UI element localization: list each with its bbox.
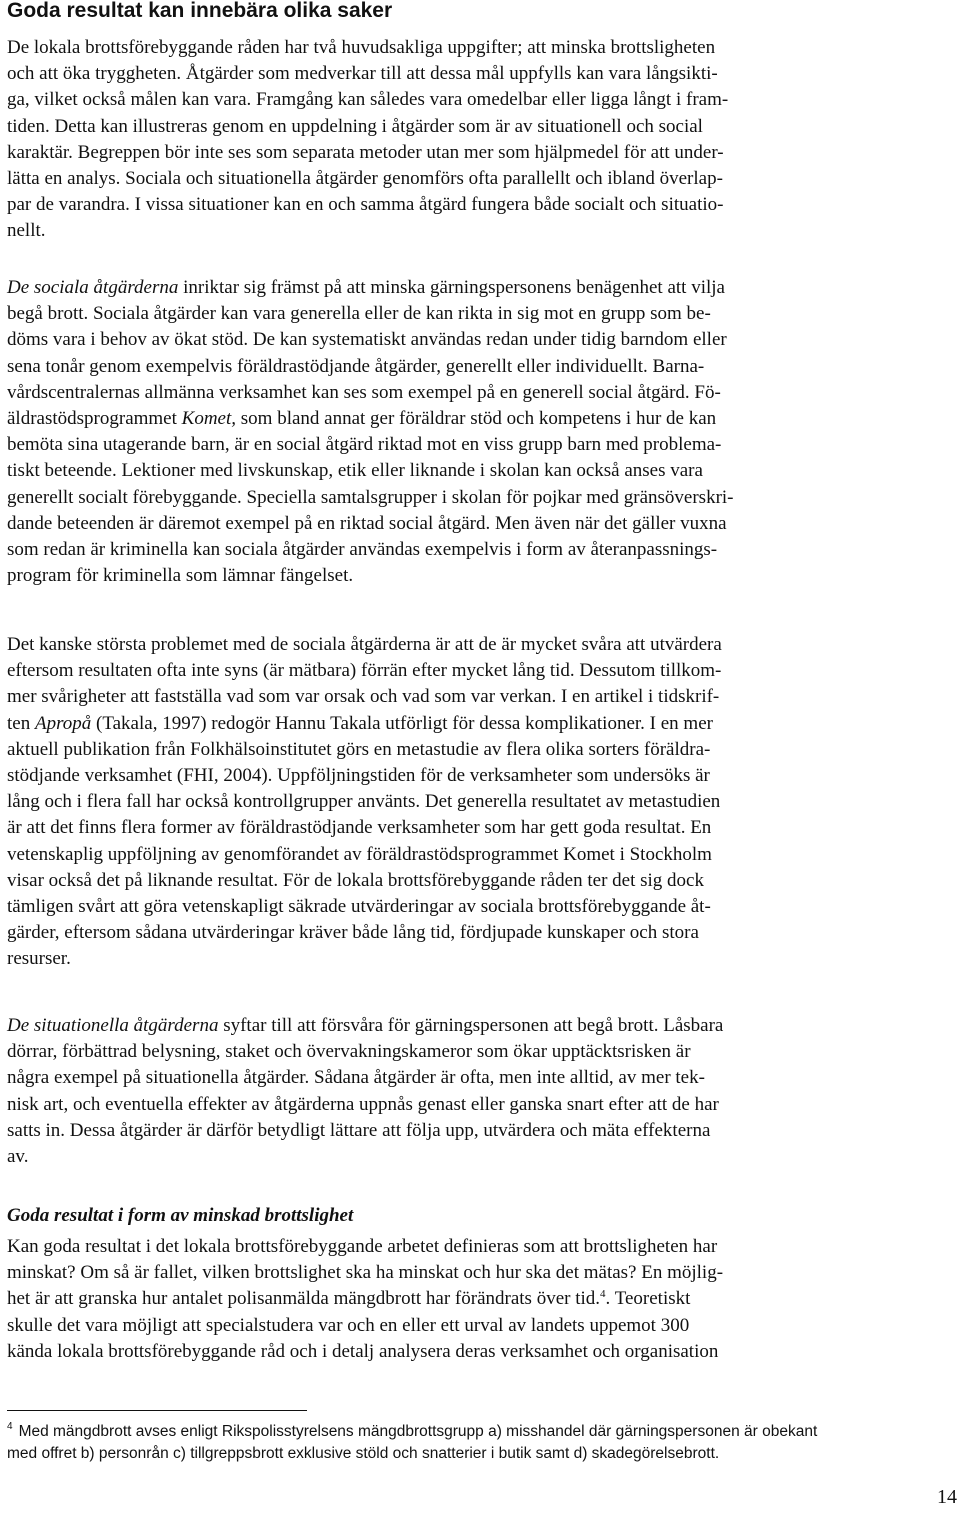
footnote-divider <box>7 1410 307 1411</box>
subheading: Goda resultat i form av minskad brottslighet <box>7 1205 354 1226</box>
text-run: som bland annat ger föräldrar stöd och kompetens i hur de kan <box>236 408 717 430</box>
text-run: inriktar sig främst på att minska gärningspersonens benägenhet att vilja <box>178 277 725 298</box>
text-line: De lokala brottsförebyggande råden har två huvudsakliga uppgifter; att minska brottsligheten <box>7 37 716 58</box>
paragraph-situational-measures <box>7 1013 957 1170</box>
text-line: dörrar, förbättrad belysning, staket och övervakningskameror som ökar upptäcktsrisken är <box>7 1041 691 1063</box>
text-line: minskat? Om så är fallet, vilken brottslighet ska ha minskat och hur ska det mätas? En möjlig- <box>7 1262 724 1284</box>
text-line: av. <box>7 1146 29 1168</box>
text-line: satts in. Dessa åtgärder är därför betydligt lättare att följa upp, utvärdera och mäta effekterna <box>7 1119 711 1141</box>
footnote-line: med offret b) personrån c) tillgreppsbrott exklusive stöld och snatterier i butik samt d) skadegörelsebrott. <box>7 1445 720 1462</box>
text-run: . Teoretiskt <box>605 1288 691 1310</box>
italic-term: De sociala åtgärderna <box>7 277 179 298</box>
footnote-reference[interactable]: 4 <box>600 1288 606 1301</box>
text-line: visar också det på liknande resultat. För de lokala brottsförebyggande råden ter det sig dock <box>7 869 704 891</box>
text-line: Kan goda resultat i det lokala brottsförebyggande arbetet definieras som att brottsligheten har <box>7 1236 718 1257</box>
text-line: begå brott. Sociala åtgärder kan vara generella eller de kan rikta in sig mot en grupp som be- <box>7 303 711 325</box>
text-line: sena tonår genom exempelvis föräldrastödjande åtgärder, generellt eller individuellt. Barna- <box>7 355 705 377</box>
text-run: het är att granska hur antalet polisanmälda mängdbrott har förändrats över tid. <box>7 1288 601 1310</box>
text-line: karaktär. Begreppen bör inte ses som separata metoder utan mer som hjälpmedel för att under- <box>7 141 724 163</box>
text-line <box>7 711 957 737</box>
footnote-marker: 4 <box>7 1421 13 1432</box>
paragraph-social-measures <box>7 275 957 589</box>
paragraph-crime-reduction <box>7 1234 957 1365</box>
text-line: är att det finns flera former av föräldrastödjande verksamheter som har gett goda resultat. En <box>7 817 712 839</box>
text-line: nisk art, och eventuella effekter av åtgärderna uppnås genast eller ganska snart efter att de har <box>7 1093 719 1115</box>
text-line: nellt. <box>7 220 46 242</box>
text-line: eftersom resultaten ofta inte syns (är mätbara) förrän efter mycket lång tid. Dessutom tillkom- <box>7 660 722 682</box>
text-line <box>7 1013 957 1039</box>
italic-term: De situationella åtgärderna <box>7 1015 219 1036</box>
text-line: lång och i flera fall har också kontrollgrupper använts. Det generella resultatet av metastudien <box>7 791 721 813</box>
text-line: stödjande verksamhet (FHI, 2004). Uppföljningstiden för de verksamheter som undersöks är <box>7 765 710 787</box>
text-line: ga, vilket också målen kan vara. Framgång kan således vara omedelbar eller ligga långt i fram- <box>7 89 729 111</box>
text-line: tiden. Detta kan illustreras genom en uppdelning i åtgärder som är av situationell och social <box>7 115 703 137</box>
paragraph-intro <box>7 35 957 245</box>
text-line: som redan är kriminella kan sociala åtgärder användas exempelvis i form av återanpassnings- <box>7 539 718 561</box>
footnote-text: Med mängdbrott avses enligt Rikspolisstyrelsens mängdbrottsgrupp a) misshandel där gärningspersonen är obekant <box>18 1423 818 1440</box>
text-line: program för kriminella som lämnar fängelset. <box>7 565 354 587</box>
text-line: några exempel på situationella åtgärder. Sådana åtgärder är ofta, men inte alltid, av mer tek- <box>7 1067 705 1089</box>
text-line: aktuell publikation från Folkhälsoinstitutet görs en metastudie av flera olika sorters föräldra- <box>7 738 711 760</box>
text-run: ten <box>7 712 35 734</box>
text-run: (Takala, 1997) redogör Hannu Takala utförligt för dessa komplikationer. I en mer <box>91 712 713 734</box>
text-run: syftar till att försvåra för gärningspersonen att begå brott. Låsbara <box>218 1015 724 1036</box>
text-line <box>7 275 957 301</box>
text-line: skulle det vara möjligt att specialstudera var och en eller ett urval av landets uppemot 300 <box>7 1314 690 1336</box>
text-line: lätta en analys. Sociala och situationella åtgärder genomförs ofta parallellt och ibland överlap- <box>7 168 723 190</box>
text-line: resurser. <box>7 948 71 970</box>
footnote <box>7 1421 957 1465</box>
text-line: generellt socialt förebyggande. Speciella samtalsgrupper i skolan för pojkar med gränsöverskri- <box>7 486 734 508</box>
page-number: 14 <box>937 1486 957 1508</box>
paragraph-evaluation-problem <box>7 632 957 973</box>
text-line: dande beteenden är däremot exempel på en riktad social åtgärd. Men även när det gäller vuxna <box>7 512 727 534</box>
text-line: bemöta sina utagerande barn, är en social åtgärd riktad mot en viss grupp barn med problema- <box>7 434 722 456</box>
text-line: vårdscentralernas allmänna verksamhet kan ses som exempel på en generell social åtgärd. Fö- <box>7 381 721 403</box>
text-line: gärder, eftersom sådana utvärderingar kräver både lång tid, fördjupade kunskaper och stora <box>7 922 699 944</box>
text-line: tämligen svårt att göra vetenskapligt säkrade utvärderingar av sociala brottsförebyggande åt- <box>7 896 711 918</box>
text-line: vetenskaplig uppföljning av genomförandet av föräldrastödsprogrammet Komet i Stockholm <box>7 843 712 865</box>
italic-journal-name: Apropå <box>34 712 92 734</box>
text-run: äldrastödsprogrammet <box>7 408 182 430</box>
text-line: tiskt beteende. Lektioner med livskunskap, etik eller liknande i skolan kan också anses vara <box>7 460 703 482</box>
text-line: döms vara i behov av ökat stöd. De kan systematiskt användas redan under tidig barndom eller <box>7 329 727 351</box>
text-line: par de varandra. I vissa situationer kan en och samma åtgärd fungera både socialt och situatio- <box>7 194 724 216</box>
text-line: kända lokala brottsförebyggande råd och i detalj analysera deras verksamhet och organisation <box>7 1340 719 1362</box>
section-heading: Goda resultat kan innebära olika saker <box>7 0 393 22</box>
text-line: Det kanske största problemet med de sociala åtgärderna är att de är mycket svåra att utvärdera <box>7 634 722 655</box>
text-line <box>7 406 957 432</box>
text-line: och att öka tryggheten. Åtgärder som medverkar till att dessa mål uppfylls kan vara långsikti- <box>7 63 718 85</box>
text-line <box>7 1286 957 1312</box>
text-line: mer svårigheter att fastställa vad som var orsak och vad som var verkan. I en artikel i tidskrif- <box>7 686 720 708</box>
italic-program-name: Komet, <box>181 408 237 430</box>
footnote-line <box>7 1421 957 1443</box>
